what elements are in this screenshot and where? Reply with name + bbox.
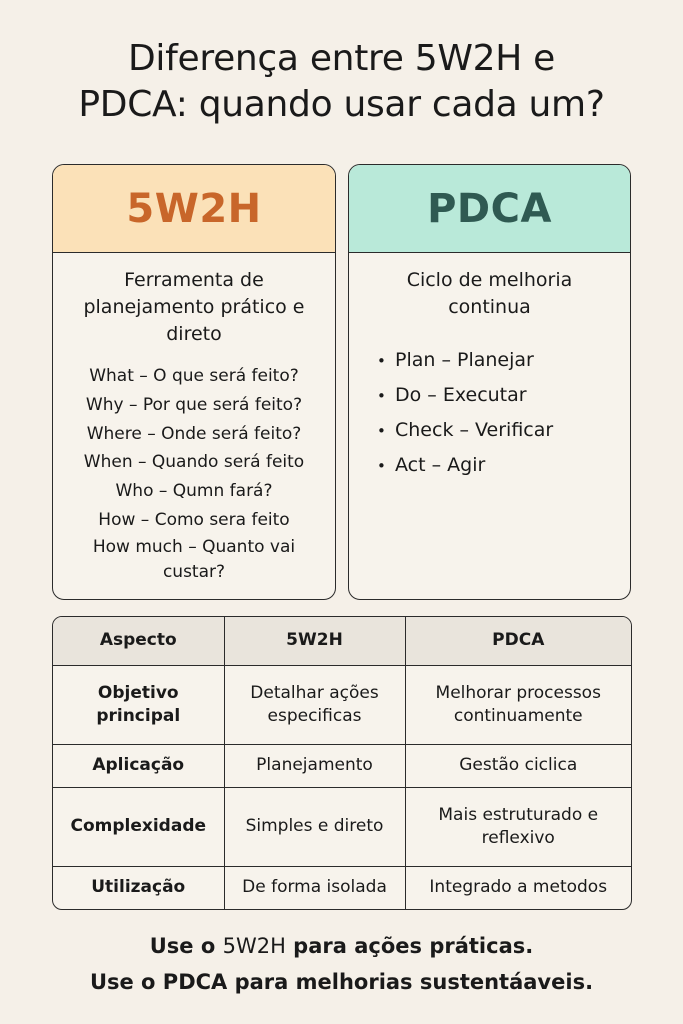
page-title [30, 36, 653, 128]
card-5w2h-subtitle: Ferramenta de planejamento prático e direto [83, 269, 305, 345]
list-item-label: Check – Verificar [395, 419, 554, 441]
list-item-label: Act – Agir [395, 454, 486, 476]
footer-line-2-text: Use o PDCA para melhorias sustentáaveis. [89, 970, 594, 994]
table-cell: Aplicação [53, 744, 224, 787]
list-item: Why – Por que será feito? [85, 394, 303, 415]
table-cell: Simples e direto [224, 787, 405, 866]
footer-line-2 [20, 964, 663, 1000]
list-item-label: Plan – Planejar [395, 349, 534, 371]
card-pdca-subtitle: Ciclo de melhoria continua [406, 269, 573, 318]
card-pdca [348, 164, 631, 600]
list-item: What – O que será feito? [89, 366, 299, 386]
list-item: Where – Onde será feito? [86, 423, 302, 444]
table-row [53, 866, 631, 909]
list-item-label: Do – Executar [395, 384, 527, 406]
table-cell: Detalhar ações especificas [224, 665, 405, 744]
list-item [377, 378, 630, 413]
list-item: When – Quando será feito [83, 452, 305, 473]
footer-note [20, 928, 663, 1000]
table-cell: De forma isolada [224, 866, 405, 909]
footer-line-1-mid: 5W2H [222, 934, 286, 958]
table-cell: Melhorar processos continuamente [405, 665, 631, 744]
comparison-table [52, 616, 632, 910]
table-cell: Utilização [53, 866, 224, 909]
table-cell: Objetivo principal [53, 665, 224, 744]
card-5w2h [52, 164, 336, 600]
bullet-icon: • [377, 352, 386, 370]
table-row [53, 744, 631, 787]
table-cell: Mais estruturado e reflexivo [405, 787, 631, 866]
title-line-2: PDCA: quando usar cada um? [78, 84, 605, 125]
bullet-icon: • [377, 387, 386, 405]
list-item: Who – Qumn fará? [115, 481, 273, 502]
card-pdca-header: PDCA [349, 165, 630, 253]
bullet-icon: • [377, 457, 386, 475]
bullet-icon: • [377, 422, 386, 440]
table-row [53, 787, 631, 866]
footer-line-1 [20, 928, 663, 964]
card-5w2h-list [53, 362, 335, 585]
list-item [377, 448, 630, 483]
table-cell: Gestão ciclica [405, 744, 631, 787]
card-5w2h-header: 5W2H [53, 165, 335, 253]
list-item: How much – Quanto vai custar? [92, 536, 296, 582]
list-item [377, 413, 630, 448]
footer-line-1-pre: Use o [149, 934, 223, 958]
table-cell: Integrado a metodos [405, 866, 631, 909]
list-item: How – Como sera feito [98, 509, 290, 530]
table-cell: Planejamento [224, 744, 405, 787]
list-item [377, 343, 630, 378]
table-header-cell: 5W2H [224, 617, 405, 665]
footer-line-1-post: para ações práticas. [285, 934, 534, 958]
table-header-row [53, 617, 631, 665]
title-line-1: Diferença entre 5W2H e [128, 38, 555, 79]
card-pdca-list [377, 343, 630, 483]
table-header-cell: Aspecto [53, 617, 224, 665]
table-row [53, 665, 631, 744]
table-cell: Complexidade [53, 787, 224, 866]
table-header-cell: PDCA [405, 617, 631, 665]
